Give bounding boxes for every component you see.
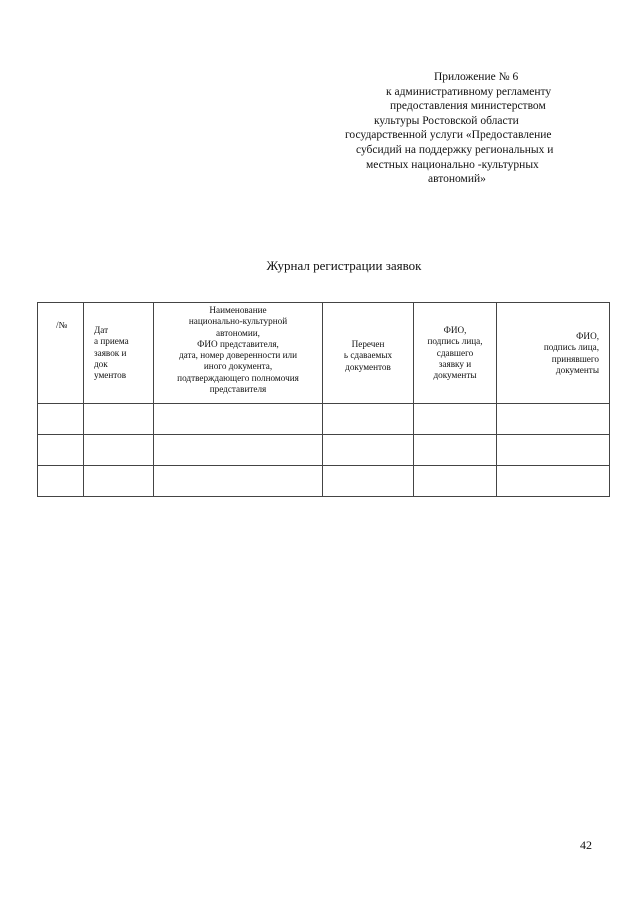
column-header-number: /№ [38, 303, 84, 404]
table-cell [414, 435, 497, 466]
table-cell [38, 466, 84, 497]
appendix-header [330, 70, 592, 187]
table-cell [38, 435, 84, 466]
table-row [38, 466, 610, 497]
table-cell [154, 404, 323, 435]
table-row [38, 435, 610, 466]
table-cell [154, 435, 323, 466]
appendix-line: государственной услуги «Предоставление [345, 129, 552, 142]
table-cell [414, 466, 497, 497]
registration-table [37, 302, 610, 497]
table-cell [497, 404, 610, 435]
table-cell [84, 466, 154, 497]
table-cell [84, 435, 154, 466]
table-cell [323, 435, 414, 466]
table-header-row [38, 303, 610, 404]
column-header-documents-list: Перечен ь сдаваемых документов [323, 303, 414, 404]
table-cell [38, 404, 84, 435]
appendix-line: к административному регламенту [386, 85, 552, 98]
table-row [38, 404, 610, 435]
journal-title: Журнал регистрации заявок [266, 258, 422, 273]
appendix-line: Приложение № 6 [434, 71, 519, 83]
table-cell [323, 404, 414, 435]
page-number: 42 [580, 838, 592, 852]
column-header-receiver: ФИО, подпись лица, принявшего документы [497, 303, 610, 404]
column-header-submitter: ФИО, подпись лица, сдавшего заявку и документы [414, 303, 497, 404]
table-cell [323, 466, 414, 497]
table-cell [414, 404, 497, 435]
table-cell [497, 435, 610, 466]
appendix-line: местных национально -культурных [366, 158, 539, 171]
column-header-date: Дат а приема заявок и док ументов [84, 303, 154, 404]
appendix-line: культуры Ростовской области [374, 114, 519, 127]
column-header-organization: Наименование национально-культурной автономии, ФИО представителя, дата, номер доверенности или иного документа, подтверждающего полномочия представителя [154, 303, 323, 404]
appendix-line: предоставления министерством [390, 100, 546, 113]
table-cell [154, 466, 323, 497]
table-cell [84, 404, 154, 435]
appendix-line: автономий» [428, 173, 486, 186]
appendix-line: субсидий на поддержку региональных и [356, 143, 554, 156]
table-cell [497, 466, 610, 497]
